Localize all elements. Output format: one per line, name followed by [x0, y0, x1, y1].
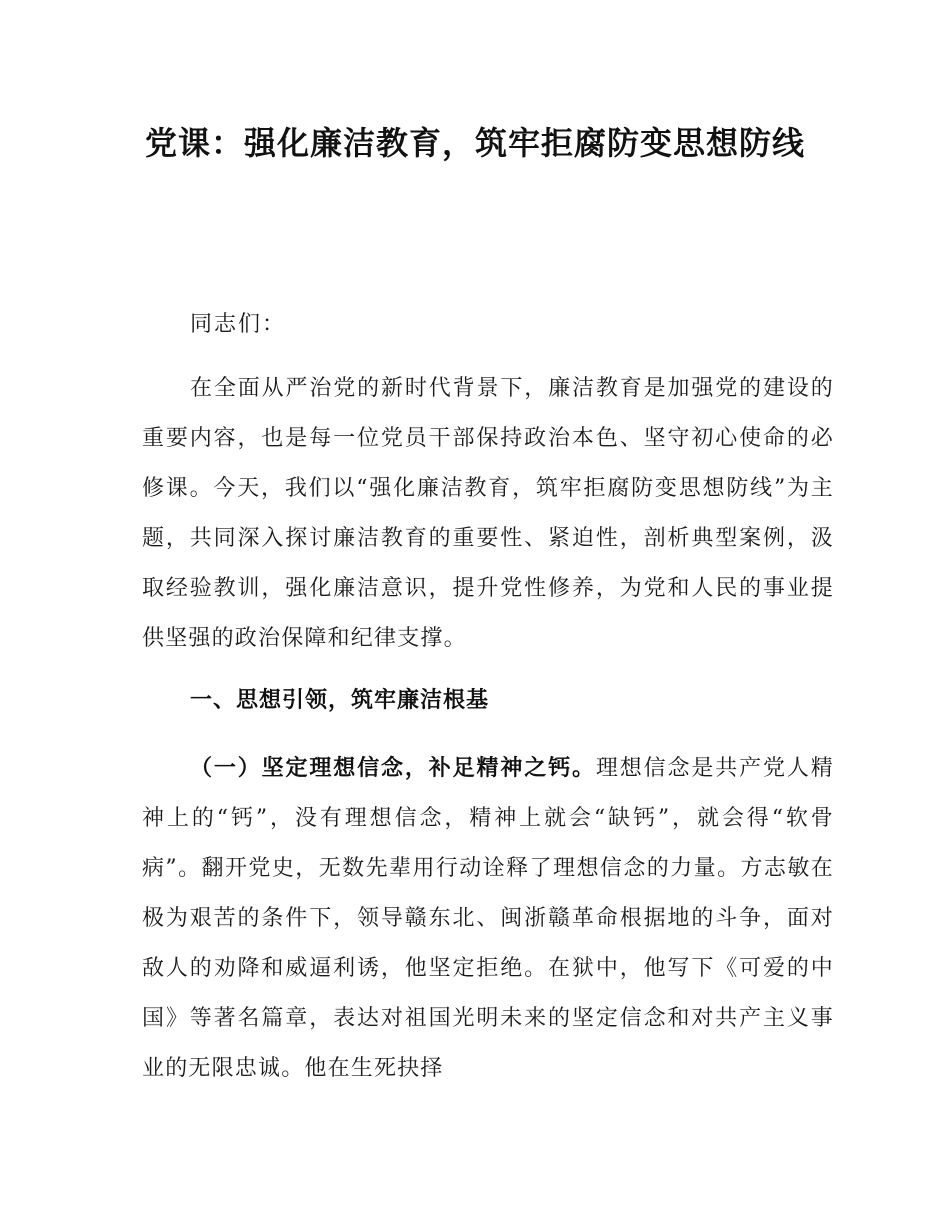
subsection-paragraph — [142, 744, 834, 1094]
subsection-lead: （一）坚定理想信念，补足精神之钙。 — [190, 756, 596, 781]
salutation: 同志们： — [190, 312, 287, 337]
document-title: 党课：强化廉洁教育，筑牢拒腐防变思想防线 — [144, 124, 805, 162]
section-heading: 一、思想引领，筑牢廉洁根基 — [190, 688, 490, 713]
intro-paragraph: 在全面从严治党的新时代背景下，廉洁教育是加强党的建设的重要内容，也是每一位党员干部保持政治本色、坚守初心使命的必修课。今天，我们以“强化廉洁教育，筑牢拒腐防变思想防线”为主题，共同深入探讨廉洁教育的重要性、紧迫性，剖析典型案例，汲取经验教训，强化廉洁意识，提升党性修养，为党和人民的事业提供坚强的政治保障和纪律支撑。 — [142, 376, 834, 651]
subsection-body: 理想信念是共产党人精神上的“钙”，没有理想信念，精神上就会“缺钙”，就会得“软骨病”。翻开党史，无数先辈用行动诠释了理想信念的力量。方志敏在极为艰苦的条件下，领导赣东北、闽浙赣革命根据地的斗争，面对敌人的劝降和威逼利诱，他坚定拒绝。在狱中，他写下《可爱的中国》等著名篇章，表达对祖国光明未来的坚定信念和对共产主义事业的无限忠诚。他在生死抉择 — [142, 756, 834, 1081]
